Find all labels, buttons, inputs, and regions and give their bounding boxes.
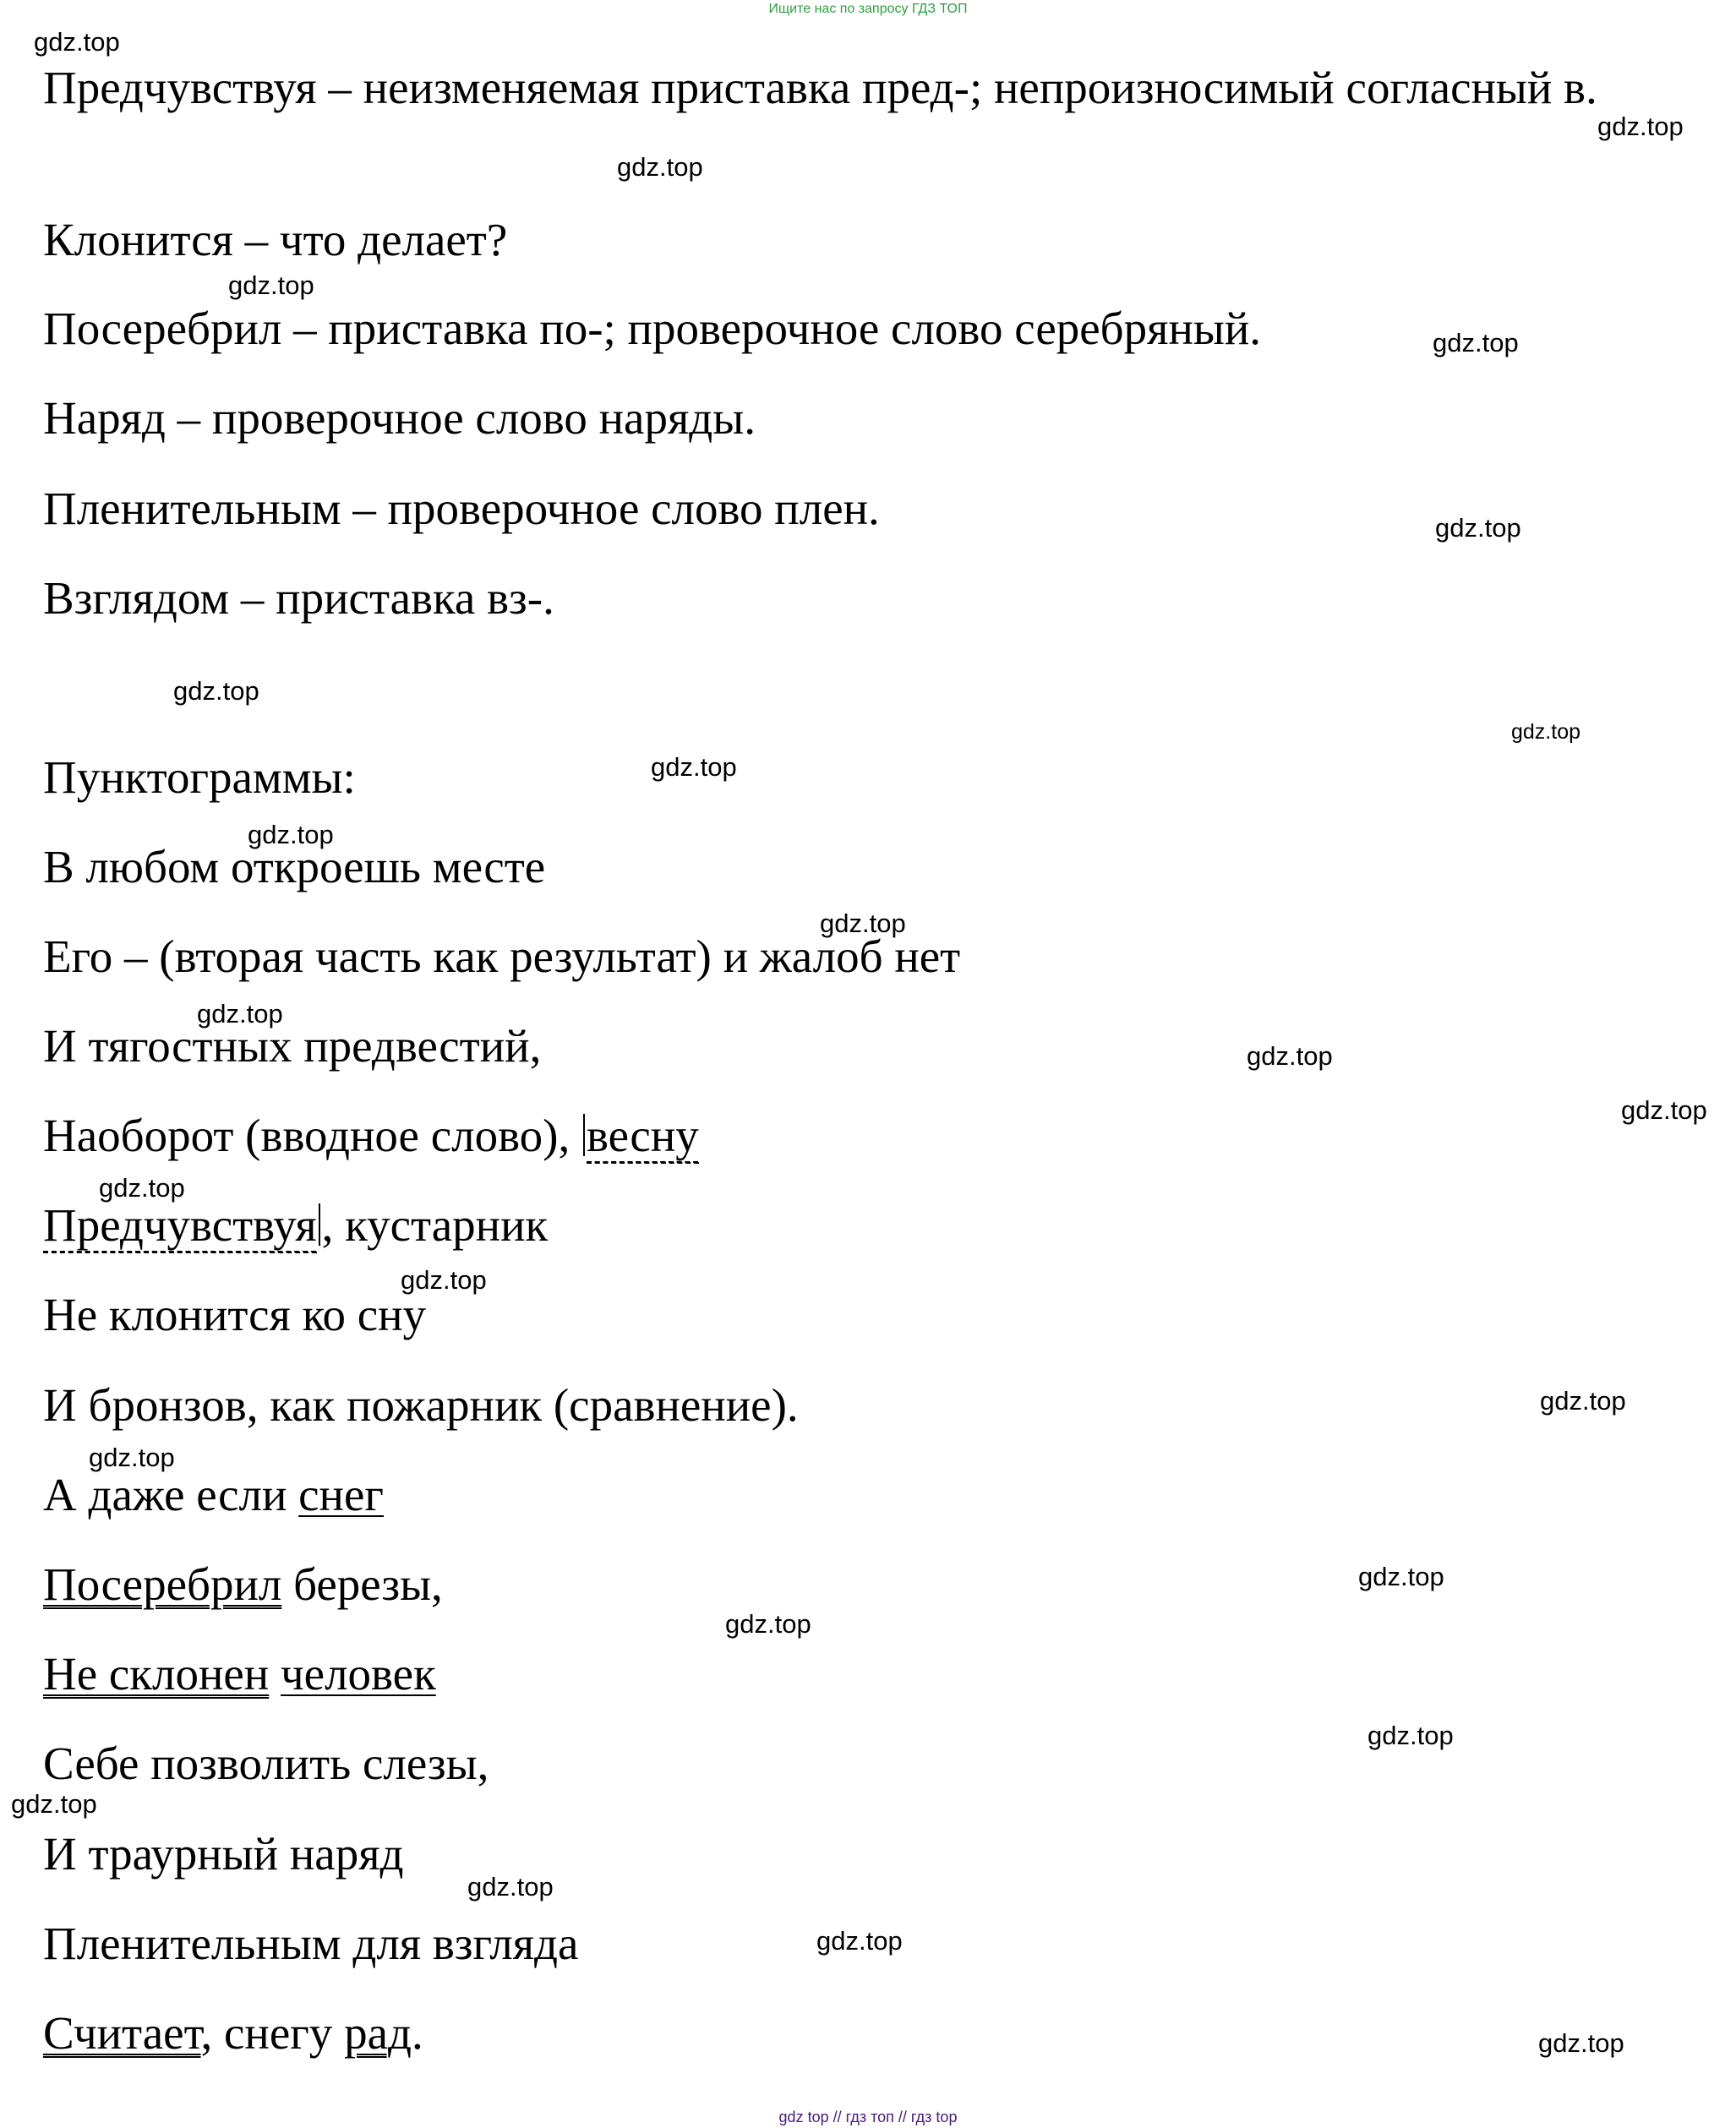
watermark: gdz.top: [34, 27, 120, 57]
text: Наоборот (вводное слово),: [43, 1110, 581, 1161]
poem-line: [43, 1469, 384, 1521]
participle-phrase: весну: [587, 1110, 699, 1164]
watermark: gdz.top: [467, 1872, 554, 1902]
watermark: gdz.top: [401, 1265, 487, 1295]
watermark: gdz.top: [1597, 112, 1684, 141]
poem-line: [43, 1110, 699, 1162]
spelling-line: Клонится – что делает?: [43, 214, 508, 265]
top-banner[interactable]: Ищите нас по запросу ГДЗ ТОП: [768, 2, 968, 16]
predicate: Не склонен: [43, 1648, 270, 1700]
spelling-line: Посеребрил – приставка по-; проверочное слово серебряный.: [43, 303, 1262, 354]
text: А даже если: [43, 1469, 299, 1520]
participle-boundary: [583, 1114, 585, 1156]
watermark: gdz.top: [617, 152, 703, 182]
spelling-line: Предчувствуя – неизменяемая приставка пред-; непроизносимый согласный в.: [43, 62, 1597, 113]
watermark: gdz.top: [1511, 720, 1581, 744]
watermark: gdz.top: [1368, 1721, 1454, 1750]
predicate: Посеребрил: [43, 1558, 282, 1610]
poem-line: И траурный наряд: [43, 1828, 404, 1880]
text: , снегу: [200, 2007, 345, 2059]
watermark: gdz.top: [228, 270, 314, 300]
bottom-banner[interactable]: gdz top // гдз топ // гдз top: [778, 2109, 958, 2125]
predicate: Считает: [43, 2007, 201, 2059]
poem-line: И тягостных предвестий,: [43, 1020, 542, 1072]
poem-line: [43, 2007, 423, 2060]
participle-phrase: Предчувствуя: [43, 1199, 317, 1253]
watermark: gdz.top: [1247, 1041, 1333, 1071]
poem-line: [43, 1199, 548, 1252]
punct-heading: Пунктограммы:: [43, 751, 356, 803]
spelling-line: Наряд – проверочное слово наряды.: [43, 392, 756, 444]
text: .: [411, 2007, 423, 2059]
watermark: gdz.top: [820, 908, 906, 938]
watermark: gdz.top: [99, 1173, 185, 1203]
watermark: gdz.top: [11, 1789, 97, 1819]
poem-line: [43, 1648, 436, 1700]
watermark: gdz.top: [725, 1609, 811, 1639]
watermark: gdz.top: [89, 1443, 175, 1472]
poem-line: И бронзов, как пожарник (сравнение).: [43, 1379, 799, 1431]
watermark: gdz.top: [1358, 1562, 1444, 1591]
watermark: gdz.top: [1435, 513, 1521, 543]
poem-line: В любом откроешь месте: [43, 841, 546, 892]
spelling-line: Пленительным – проверочное слово плен.: [43, 483, 880, 534]
text: , кустарник: [321, 1199, 549, 1251]
watermark: gdz.top: [1433, 328, 1519, 357]
watermark: gdz.top: [651, 752, 737, 782]
watermark: gdz.top: [1538, 2028, 1624, 2058]
poem-line: Не клонится ко сну: [43, 1289, 427, 1340]
text: березы,: [281, 1558, 443, 1610]
watermark: gdz.top: [173, 676, 259, 706]
subject: человек: [281, 1648, 436, 1700]
poem-line: Его – (вторая часть как результат) и жалоб нет: [43, 930, 961, 982]
watermark: gdz.top: [248, 820, 334, 849]
subject: снег: [298, 1469, 384, 1520]
poem-line: Себе позволить слезы,: [43, 1738, 489, 1789]
predicate: рад: [344, 2007, 412, 2059]
watermark: gdz.top: [1540, 1386, 1626, 1416]
poem-line: Пленительным для взгляда: [43, 1918, 579, 1969]
poem-line: [43, 1558, 443, 1611]
participle-boundary: [319, 1203, 320, 1246]
spelling-line: Взглядом – приставка вз-.: [43, 572, 554, 624]
watermark: gdz.top: [1621, 1095, 1707, 1125]
text: [269, 1648, 281, 1700]
watermark: gdz.top: [816, 1926, 903, 1956]
watermark: gdz.top: [197, 999, 283, 1029]
